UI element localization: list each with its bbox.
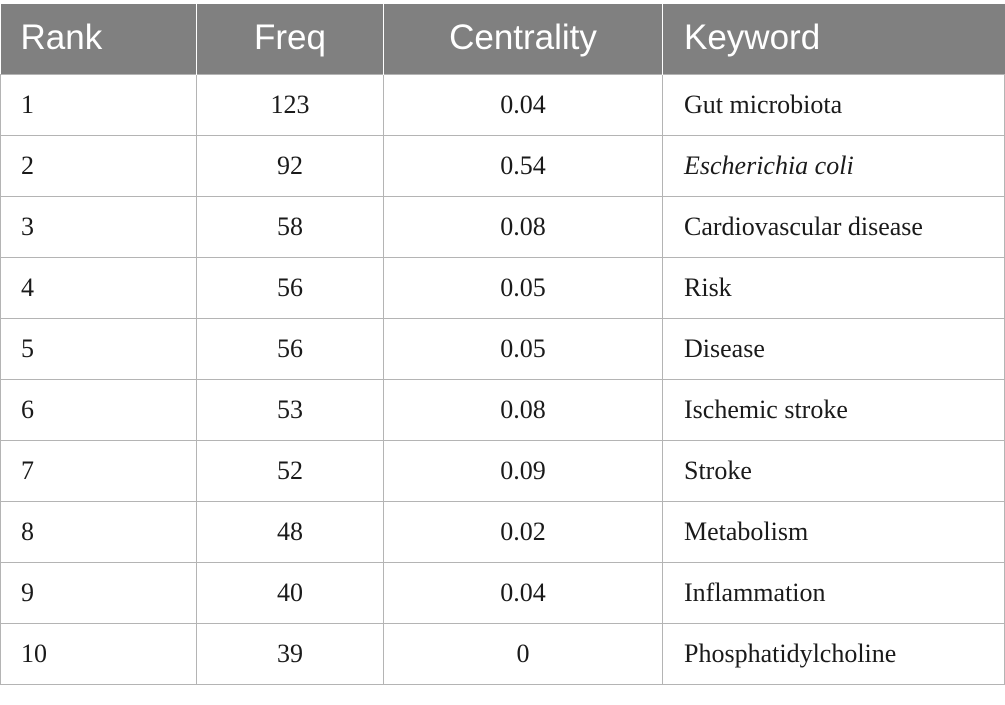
cell-freq: 92: [197, 136, 384, 197]
cell-freq: 56: [197, 319, 384, 380]
cell-rank: 7: [1, 441, 197, 502]
cell-rank: 8: [1, 502, 197, 563]
cell-freq: 58: [197, 197, 384, 258]
cell-keyword: Ischemic stroke: [663, 380, 1005, 441]
header-keyword: Keyword: [663, 4, 1005, 75]
table-body: [1, 75, 1005, 685]
cell-centrality: 0.08: [384, 380, 663, 441]
cell-freq: 53: [197, 380, 384, 441]
table-row: [1, 197, 1005, 258]
cell-centrality: 0.02: [384, 502, 663, 563]
table-row: [1, 319, 1005, 380]
cell-keyword: Escherichia coli: [663, 136, 1005, 197]
table-row: [1, 502, 1005, 563]
cell-freq: 40: [197, 563, 384, 624]
cell-rank: 5: [1, 319, 197, 380]
keyword-table: [0, 4, 1005, 685]
cell-rank: 2: [1, 136, 197, 197]
cell-centrality: 0.54: [384, 136, 663, 197]
header-rank: Rank: [1, 4, 197, 75]
cell-keyword: Stroke: [663, 441, 1005, 502]
cell-freq: 52: [197, 441, 384, 502]
cell-centrality: 0.05: [384, 258, 663, 319]
cell-centrality: 0: [384, 624, 663, 685]
cell-rank: 1: [1, 75, 197, 136]
table-row: [1, 75, 1005, 136]
cell-keyword: Inflammation: [663, 563, 1005, 624]
table-row: [1, 441, 1005, 502]
table-row: [1, 624, 1005, 685]
cell-rank: 10: [1, 624, 197, 685]
cell-freq: 39: [197, 624, 384, 685]
cell-keyword: Cardiovascular disease: [663, 197, 1005, 258]
cell-keyword: Disease: [663, 319, 1005, 380]
cell-freq: 48: [197, 502, 384, 563]
cell-centrality: 0.08: [384, 197, 663, 258]
cell-centrality: 0.05: [384, 319, 663, 380]
cell-keyword: Risk: [663, 258, 1005, 319]
cell-keyword: Metabolism: [663, 502, 1005, 563]
table-row: [1, 258, 1005, 319]
cell-centrality: 0.04: [384, 75, 663, 136]
cell-freq: 123: [197, 75, 384, 136]
header-centrality: Centrality: [384, 4, 663, 75]
cell-centrality: 0.04: [384, 563, 663, 624]
cell-freq: 56: [197, 258, 384, 319]
table-row: [1, 136, 1005, 197]
header-row: [1, 4, 1005, 75]
table-row: [1, 380, 1005, 441]
cell-keyword: Phosphatidylcholine: [663, 624, 1005, 685]
table-header: [1, 4, 1005, 75]
table-row: [1, 563, 1005, 624]
cell-rank: 4: [1, 258, 197, 319]
cell-centrality: 0.09: [384, 441, 663, 502]
cell-keyword: Gut microbiota: [663, 75, 1005, 136]
cell-rank: 9: [1, 563, 197, 624]
cell-rank: 6: [1, 380, 197, 441]
cell-rank: 3: [1, 197, 197, 258]
header-freq: Freq: [197, 4, 384, 75]
